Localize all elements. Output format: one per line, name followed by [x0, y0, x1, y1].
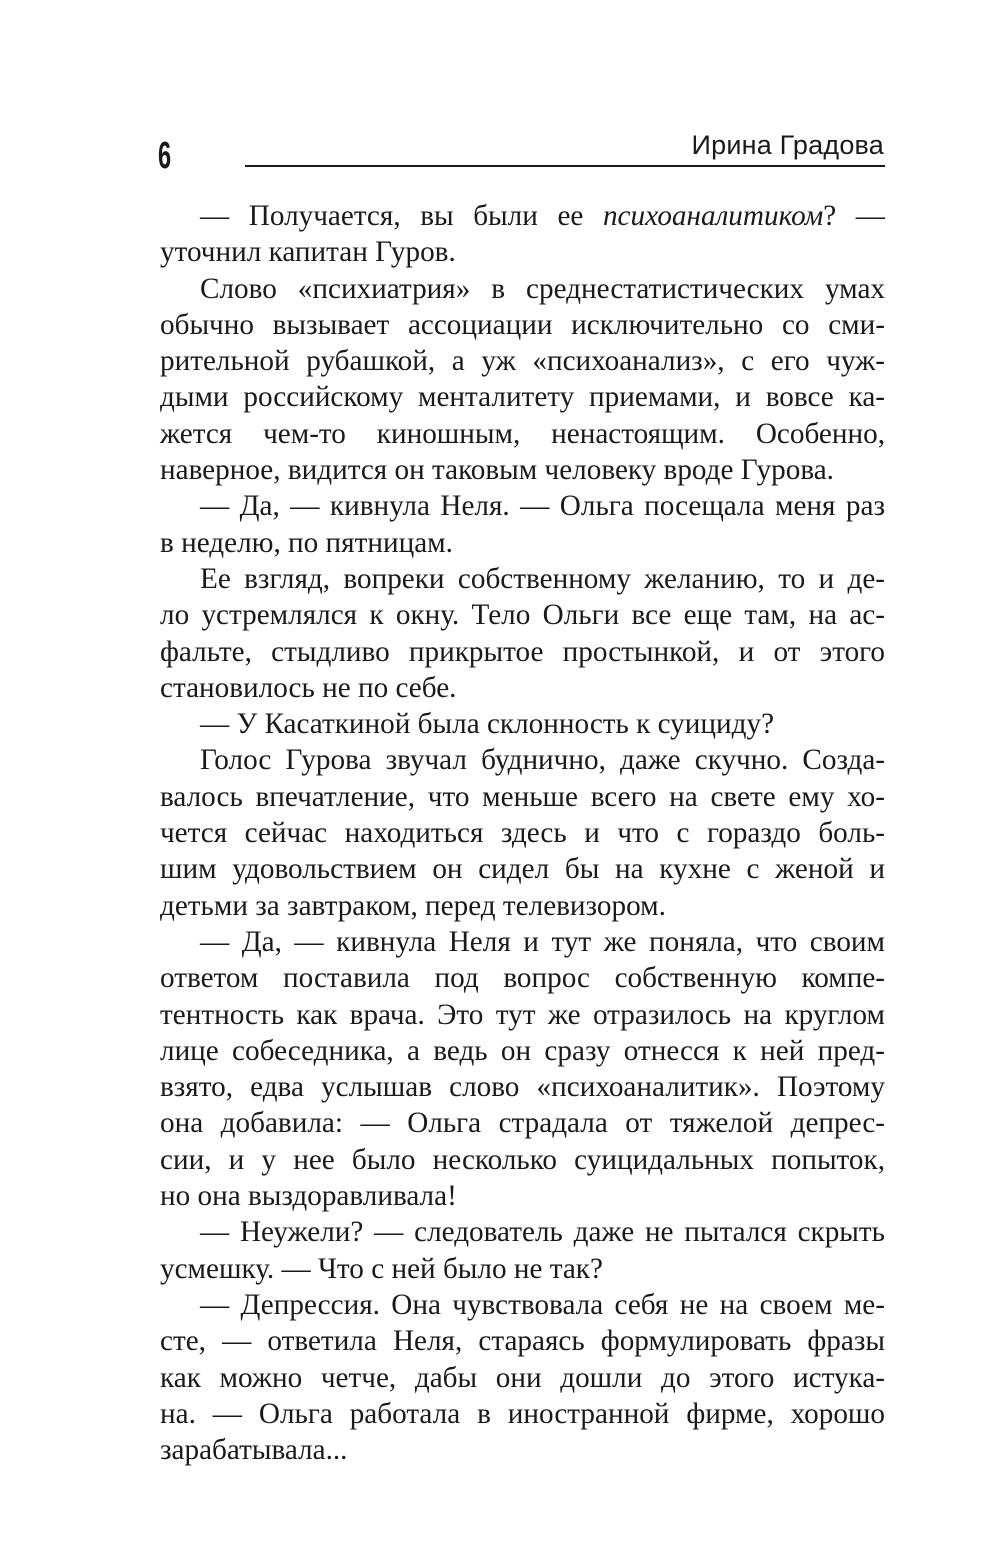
text-line: — Да, — кивнула Неля и тут же поняла, что своим: [200, 925, 885, 958]
text-line: рительной рубашкой, а уж «психоанализ», с его чуж-: [160, 345, 885, 378]
text-line: — Депрессия. Она чувствовала себя не на своем ме-: [200, 1288, 885, 1321]
text-line: усмешку. — Что с ней было не так?: [160, 1252, 603, 1285]
text-line: тентность как врача. Это тут же отразилось на круглом: [160, 998, 885, 1031]
text-line: Голос Гурова звучал буднично, даже скучно. Созда-: [200, 744, 885, 777]
text-line: сте, — ответила Неля, стараясь формулировать фразы: [160, 1325, 885, 1358]
text-line: как можно четче, дабы они дошли до этого истука-: [160, 1361, 885, 1394]
page-number: 6: [158, 135, 172, 177]
text-line: дыми российскому менталитету приемами, и вовсе ка-: [160, 381, 885, 414]
body-text: [160, 198, 885, 1468]
header-rule: [245, 165, 885, 167]
text-line: Слово «психиатрия» в среднестатистических умах: [200, 272, 885, 305]
text-line: валось впечатление, что меньше всего на свете ему хо-: [160, 780, 885, 813]
text-line: ло устремлялся к окну. Тело Ольги все еще там, на ас-: [160, 599, 885, 632]
text-line: уточнил капитан Гуров.: [160, 236, 456, 269]
text-line: наверное, видится он таковым человеку вроде Гурова.: [160, 454, 834, 487]
text-line: зарабатывала...: [160, 1434, 348, 1467]
text-line: чется сейчас находиться здесь и что с гораздо боль-: [160, 817, 885, 850]
text-line: — Получается, вы были ее психоаналитиком? —: [200, 200, 885, 232]
text-line: ответом поставила под вопрос собственную компе-: [160, 962, 885, 995]
text-line: детьми за завтраком, перед телевизором.: [160, 889, 666, 922]
text-line: но она выздоравливала!: [160, 1180, 457, 1213]
text-line: сии, и у нее было несколько суицидальных попыток,: [160, 1143, 885, 1176]
text-line: взято, едва услышав слово «психоаналитик». Поэтому: [160, 1071, 885, 1104]
text-line: фальте, стыдливо прикрытое простынкой, и от этого: [160, 635, 885, 668]
text-line: на. — Ольга работала в иностранной фирме, хорошо: [160, 1397, 885, 1430]
text-line: она добавила: — Ольга страдала от тяжелой депрес-: [160, 1107, 885, 1140]
text-line: Ее взгляд, вопреки собственному желанию, то и де-: [200, 562, 885, 595]
text-line: — Неужели? — следователь даже не пытался скрыть: [200, 1216, 885, 1249]
text-line: лице собеседника, а ведь он сразу отнесся к ней пред-: [160, 1034, 885, 1067]
text-line: жется чем-то киношным, ненастоящим. Особенно,: [160, 417, 885, 450]
italic-term: психоаналитиком: [602, 200, 824, 232]
text-line: — У Касаткиной была склонность к суициду?: [200, 708, 775, 741]
text-line: становилось не по себе.: [160, 671, 457, 704]
text-line: в неделю, по пятницам.: [160, 526, 453, 559]
running-head-author: Ирина Градова: [691, 130, 884, 160]
text-line: — Да, — кивнула Неля. — Ольга посещала меня раз: [200, 490, 885, 523]
text-line: обычно вызывает ассоциации исключительно со сми-: [160, 308, 885, 341]
text-line: шим удовольствием он сидел бы на кухне с женой и: [160, 853, 885, 886]
